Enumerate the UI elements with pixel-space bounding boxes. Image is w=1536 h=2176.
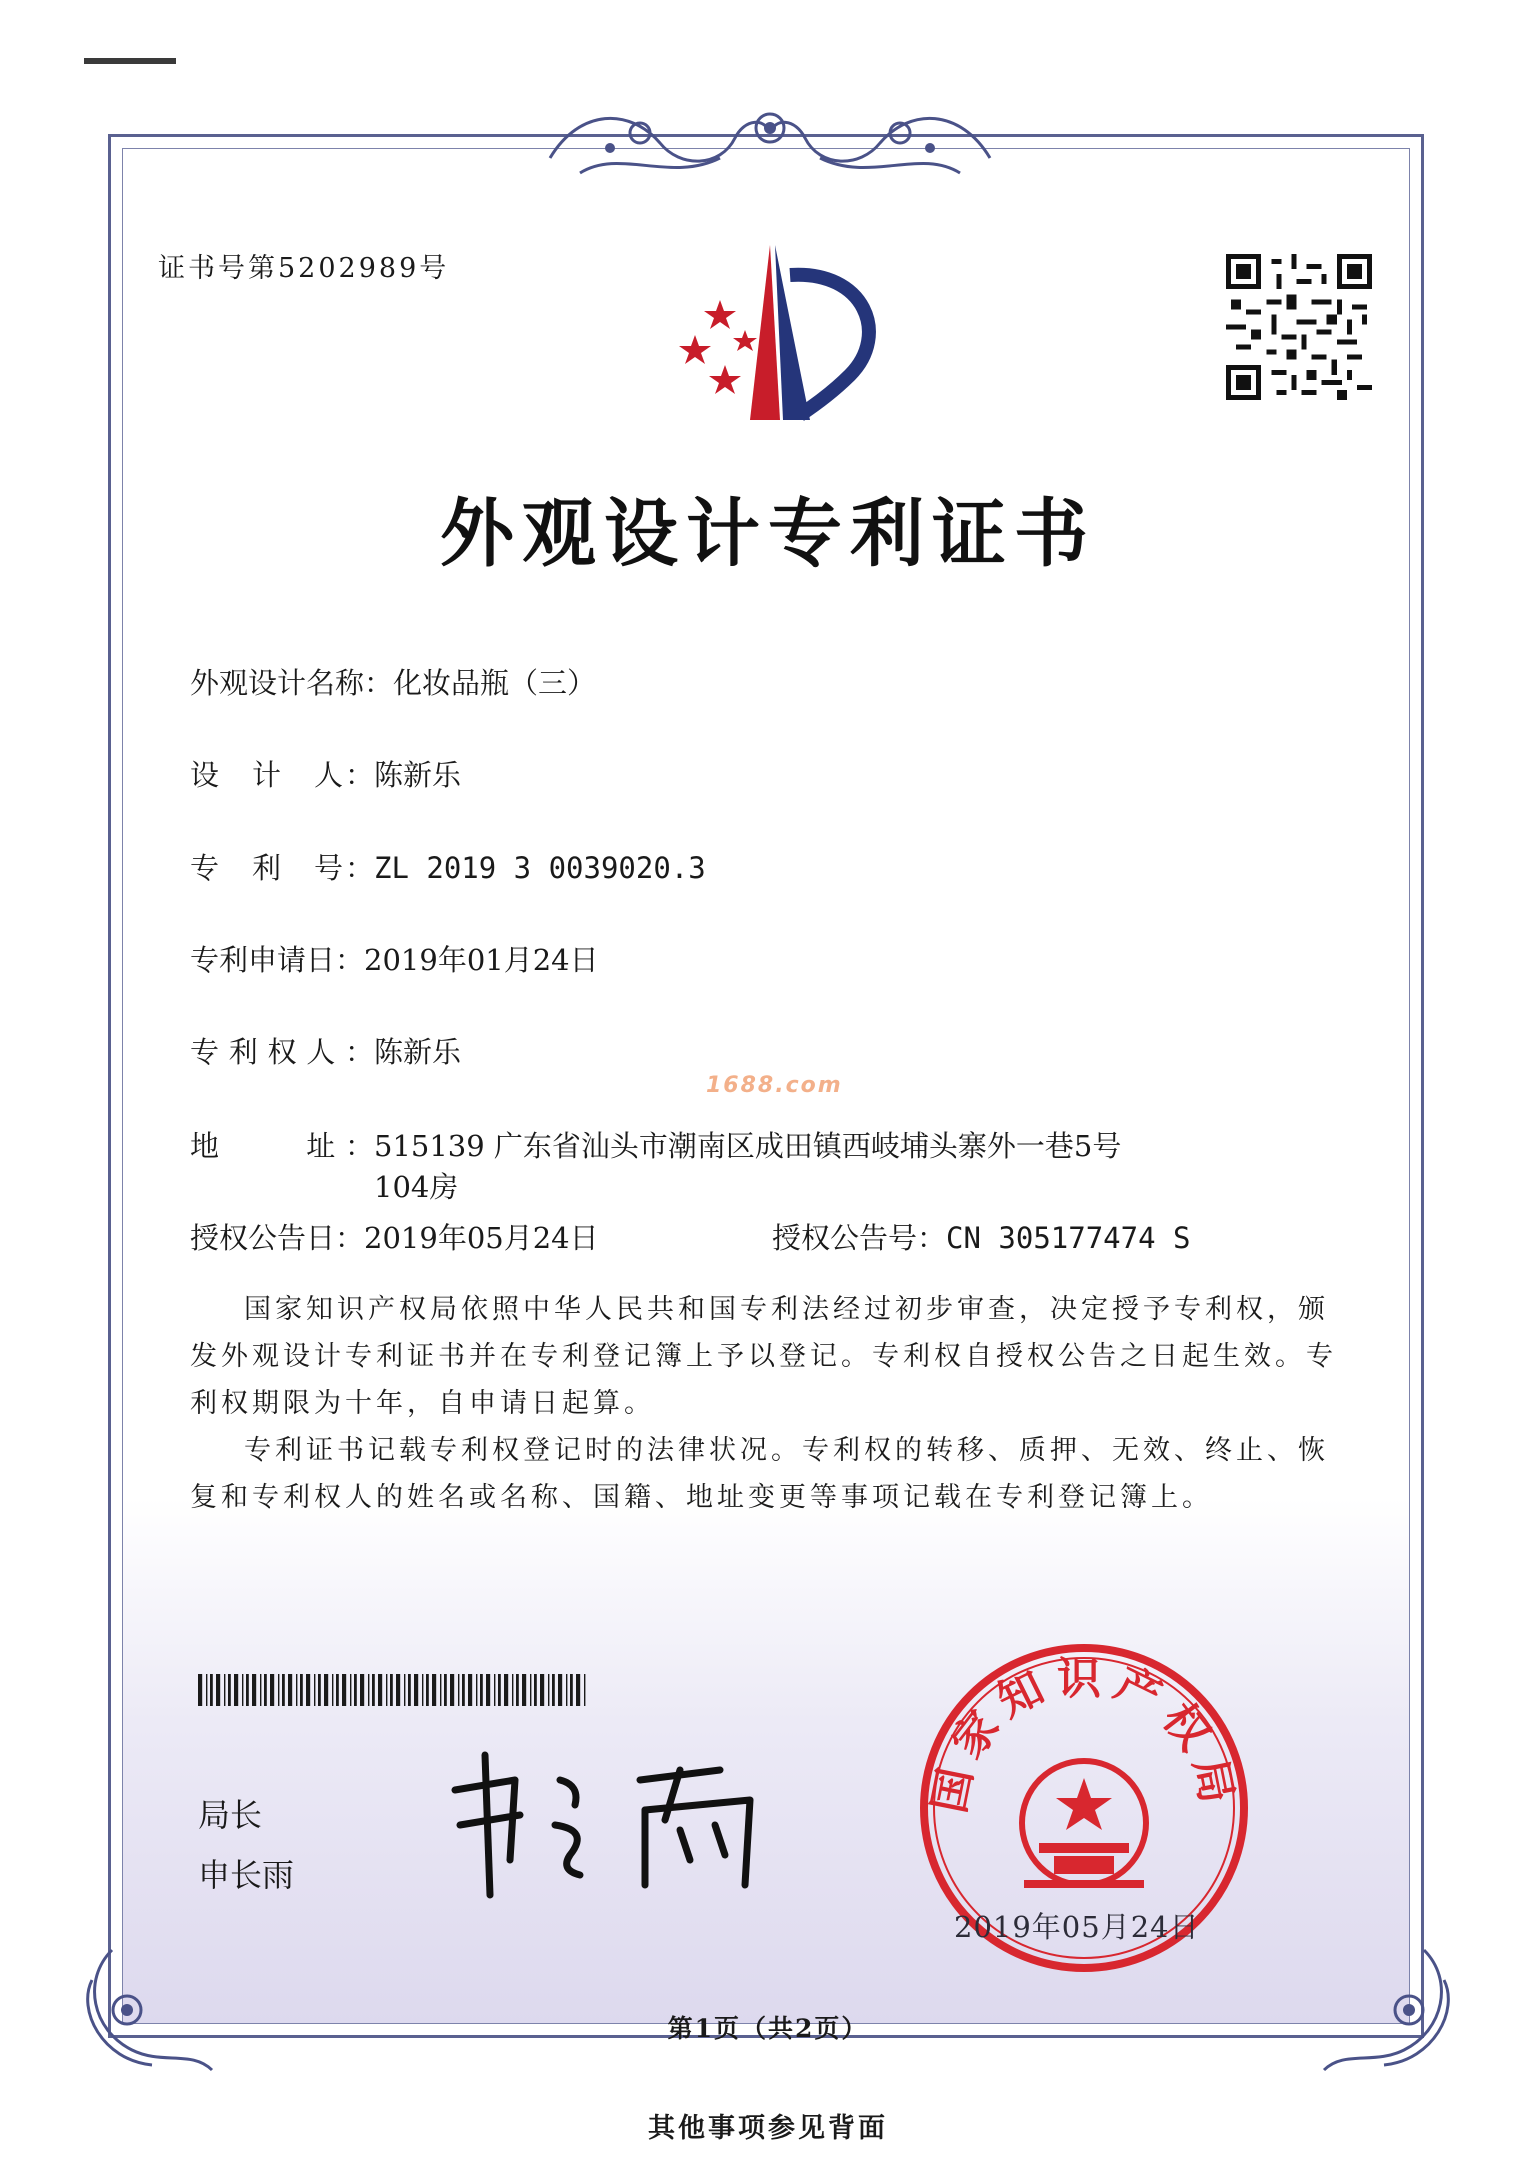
- watermark-1688: 1688.com: [706, 1073, 843, 1098]
- barcode-bar: [396, 1674, 400, 1706]
- barcode-bar: [584, 1674, 585, 1706]
- barcode-bar: [404, 1674, 405, 1706]
- barcode-bar: [408, 1674, 411, 1706]
- barcode-bar: [270, 1674, 274, 1706]
- barcode-bar: [512, 1674, 513, 1706]
- barcode: [198, 1674, 590, 1706]
- scan-mark: [84, 58, 176, 64]
- barcode-bar: [252, 1674, 256, 1706]
- barcode-bar: [198, 1674, 202, 1706]
- qr-code: [1226, 254, 1372, 400]
- barcode-bar: [278, 1674, 279, 1706]
- barcode-bar: [206, 1674, 207, 1706]
- barcode-bar: [552, 1674, 555, 1706]
- patent-number-row: [190, 846, 706, 887]
- cnipa-emblem-icon: [650, 245, 890, 425]
- barcode-bar: [342, 1674, 346, 1706]
- patent-number-value: ZL 2019 3 0039020.3: [374, 851, 706, 885]
- barcode-bar: [378, 1674, 382, 1706]
- barcode-bar: [372, 1674, 375, 1706]
- footer-note: 其他事项参见背面: [648, 2113, 888, 2144]
- barcode-bar: [426, 1674, 429, 1706]
- barcode-bar: [432, 1674, 436, 1706]
- barcode-bar: [458, 1674, 459, 1706]
- patentee-label: 专利权人：: [190, 1035, 374, 1069]
- barcode-bar: [450, 1674, 454, 1706]
- seal-date: 2019年05月24日: [954, 1910, 1200, 1944]
- barcode-bar: [300, 1674, 303, 1706]
- page-indicator: 第1页（共2页）: [667, 2014, 869, 2043]
- design-name-label: 外观设计名称：: [190, 666, 394, 700]
- barcode-bar: [530, 1674, 531, 1706]
- patentee-value: 陈新乐: [374, 1035, 462, 1069]
- legal-paragraph: [190, 1286, 1350, 1521]
- design-name-row: [190, 661, 596, 702]
- barcode-bar: [318, 1674, 321, 1706]
- designer-value: 陈新乐: [374, 758, 462, 792]
- barcode-bar: [468, 1674, 472, 1706]
- director-signature: [440, 1750, 780, 1900]
- barcode-bar: [486, 1674, 490, 1706]
- barcode-bar: [354, 1674, 357, 1706]
- barcode-bar: [288, 1674, 292, 1706]
- seal-text: 国家知识产权局: [923, 1653, 1245, 1818]
- grant-date-value: 2019年05月24日: [364, 1221, 599, 1255]
- barcode-bar: [242, 1674, 243, 1706]
- barcode-bar: [314, 1674, 315, 1706]
- grant-date-row: [190, 1216, 599, 1257]
- barcode-bar: [296, 1674, 297, 1706]
- paragraph-registration: 专利证书记载专利权登记时的法律状况。专利权的转移、质押、无效、终止、恢复和专利权人的姓名或名称、国籍、地址变更等事项记载在专利登记簿上。: [190, 1435, 1329, 1513]
- barcode-bar: [360, 1674, 364, 1706]
- barcode-bar: [476, 1674, 477, 1706]
- barcode-bar: [570, 1674, 573, 1706]
- grant-number-value: CN 305177474 S: [946, 1221, 1191, 1255]
- barcode-bar: [440, 1674, 441, 1706]
- filing-date-row: [190, 938, 599, 979]
- design-name-value: 化妆品瓶（三）: [393, 666, 597, 700]
- barcode-bar: [494, 1674, 495, 1706]
- barcode-bar: [462, 1674, 465, 1706]
- barcode-bar: [210, 1674, 213, 1706]
- barcode-bar: [260, 1674, 261, 1706]
- grant-date-label: 授权公告日：: [190, 1221, 365, 1255]
- top-ornament-icon: [520, 88, 1020, 188]
- certificate-number: 证书号第5202989号: [158, 253, 450, 284]
- barcode-bar: [234, 1674, 238, 1706]
- barcode-bar: [534, 1674, 537, 1706]
- designer-row: [190, 753, 461, 794]
- grant-number-row: [772, 1216, 1190, 1257]
- filing-date-label: 专利申请日：: [190, 943, 365, 977]
- director-title: 局长: [198, 1796, 263, 1834]
- barcode-bar: [386, 1674, 387, 1706]
- barcode-bar: [264, 1674, 267, 1706]
- barcode-bar: [390, 1674, 393, 1706]
- barcode-bar: [368, 1674, 369, 1706]
- barcode-bar: [498, 1674, 501, 1706]
- barcode-bar: [422, 1674, 423, 1706]
- grant-number-label: 授权公告号：: [772, 1221, 947, 1255]
- director-name: 申长雨: [198, 1856, 295, 1894]
- barcode-bar: [350, 1674, 351, 1706]
- barcode-bar: [324, 1674, 328, 1706]
- barcode-bar: [504, 1674, 508, 1706]
- address-row: [190, 1124, 1121, 1165]
- barcode-bar: [522, 1674, 526, 1706]
- barcode-bar: [306, 1674, 310, 1706]
- patentee-row: [190, 1030, 461, 1071]
- address-line2-row: [374, 1165, 458, 1206]
- barcode-bar: [414, 1674, 418, 1706]
- barcode-bar: [336, 1674, 339, 1706]
- barcode-bar: [282, 1674, 285, 1706]
- barcode-bar: [558, 1674, 562, 1706]
- barcode-bar: [216, 1674, 220, 1706]
- barcode-bar: [444, 1674, 447, 1706]
- filing-date-value: 2019年01月24日: [364, 943, 599, 977]
- barcode-bar: [576, 1674, 580, 1706]
- barcode-bar: [246, 1674, 249, 1706]
- barcode-bar: [224, 1674, 225, 1706]
- patent-number-label: 专 利 号：: [190, 851, 374, 885]
- address-line1: 515139 广东省汕头市潮南区成田镇西岐埔头寨外一巷5号: [374, 1129, 1122, 1163]
- barcode-bar: [480, 1674, 483, 1706]
- address-line2: 104房: [374, 1170, 459, 1204]
- designer-label: 设 计 人：: [190, 758, 374, 792]
- certificate-title: 外观设计专利证书: [440, 491, 1096, 577]
- barcode-bar: [516, 1674, 519, 1706]
- barcode-bar: [332, 1674, 333, 1706]
- barcode-bar: [548, 1674, 549, 1706]
- barcode-bar: [228, 1674, 231, 1706]
- address-label: 地 址：: [190, 1129, 374, 1163]
- barcode-bar: [540, 1674, 544, 1706]
- barcode-bar: [566, 1674, 567, 1706]
- paragraph-grant: 国家知识产权局依照中华人民共和国专利法经过初步审查，决定授予专利权，颁发外观设计专利证书并在专利登记簿上予以登记。专利权自授权公告之日起生效。专利权期限为十年，自申请日起算。: [190, 1294, 1337, 1419]
